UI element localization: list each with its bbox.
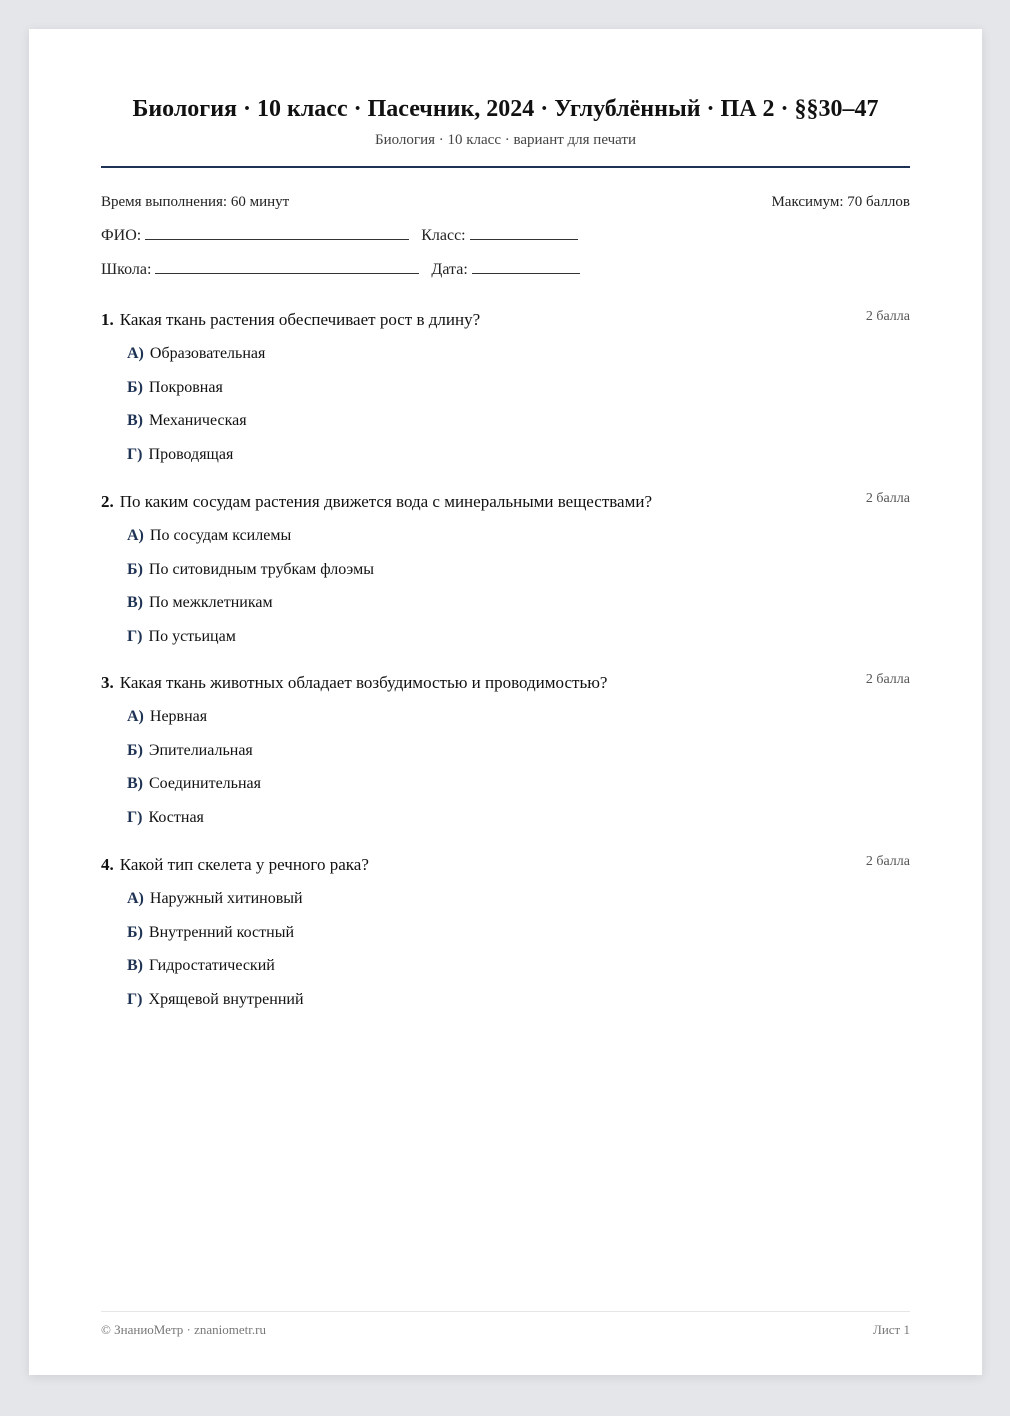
date-blank[interactable] <box>472 259 580 274</box>
question-points: 2 балла <box>865 309 910 324</box>
answer-option[interactable] <box>127 774 910 794</box>
option-text: Нервная <box>149 708 208 725</box>
answer-option[interactable] <box>127 526 910 546</box>
question-4 <box>101 854 910 1023</box>
question-line <box>101 491 910 513</box>
answer-option[interactable] <box>127 923 910 943</box>
option-letter: В) <box>127 957 143 974</box>
document-header <box>101 93 910 149</box>
question-points: 2 балла <box>865 672 910 687</box>
school-label: Школа: <box>101 261 152 278</box>
answer-option[interactable] <box>127 411 910 431</box>
answer-option[interactable] <box>127 627 910 647</box>
answer-option[interactable] <box>127 808 910 828</box>
option-text: Хрящевой внутренний <box>148 990 304 1008</box>
option-letter: Б) <box>127 560 143 578</box>
option-text: Механическая <box>149 412 247 429</box>
question-text: Какой тип скелета у речного рака? <box>119 855 369 874</box>
name-blank[interactable] <box>145 225 409 240</box>
option-letter: Б) <box>127 378 143 396</box>
question-2 <box>101 491 910 660</box>
option-text: По межклетникам <box>149 594 273 611</box>
question-number: 3. <box>101 673 114 692</box>
option-letter: Г) <box>127 990 143 1008</box>
option-text: Костная <box>148 808 204 826</box>
question-points: 2 балла <box>865 854 910 869</box>
answer-option[interactable] <box>127 560 910 580</box>
option-letter: В) <box>127 594 143 611</box>
option-text: Гидростатический <box>149 957 275 974</box>
school-blank[interactable] <box>155 259 419 274</box>
question-line <box>101 672 910 694</box>
option-text: По ситовидным трубкам флоэмы <box>148 560 375 578</box>
question-line <box>101 309 910 331</box>
exam-meta <box>101 192 910 212</box>
date-label: Дата: <box>431 261 468 278</box>
option-letter: А) <box>127 345 144 362</box>
page-number: Лист 1 <box>873 1322 910 1337</box>
option-letter: А) <box>127 890 144 907</box>
option-letter: Г) <box>127 445 143 463</box>
question-number: 2. <box>101 492 114 511</box>
page-title: Биология · 10 класс · Пасечник, 2024 · Углублённый · ПА 2 · §§30–47 <box>132 96 879 122</box>
footer-divider <box>101 1311 910 1312</box>
answer-options <box>127 707 910 828</box>
option-letter: Б) <box>127 923 143 941</box>
option-text: Наружный хитиновый <box>149 890 303 907</box>
question-text: Какая ткань животных обладает возбудимостью и проводимостью? <box>119 673 608 692</box>
option-letter: В) <box>127 775 143 792</box>
class-blank[interactable] <box>470 225 578 240</box>
time-limit: Время выполнения: 60 минут <box>101 194 290 210</box>
answer-option[interactable] <box>127 378 910 398</box>
student-fields-row-2 <box>101 259 580 280</box>
question-number: 4. <box>101 855 114 874</box>
answer-option[interactable] <box>127 741 910 761</box>
option-text: Внутренний костный <box>148 923 295 941</box>
answer-option[interactable] <box>127 956 910 976</box>
option-text: Покровная <box>148 378 223 396</box>
option-letter: А) <box>127 708 144 725</box>
class-label: Класс: <box>421 227 466 244</box>
option-text: Образовательная <box>149 345 266 362</box>
question-points: 2 балла <box>865 491 910 506</box>
answer-options <box>127 526 910 647</box>
answer-option[interactable] <box>127 445 910 465</box>
answer-options <box>127 344 910 465</box>
question-3 <box>101 672 910 841</box>
answer-option[interactable] <box>127 889 910 909</box>
option-letter: Г) <box>127 808 143 826</box>
answer-options <box>127 889 910 1010</box>
student-fields-row-1 <box>101 225 578 246</box>
max-score: Максимум: 70 баллов <box>771 194 910 210</box>
question-number: 1. <box>101 310 114 329</box>
header-divider <box>101 166 910 168</box>
option-letter: А) <box>127 527 144 544</box>
document-page <box>29 29 982 1375</box>
footer-copyright: © ЗнаниоМетр · znaniometr.ru <box>101 1322 266 1337</box>
answer-option[interactable] <box>127 344 910 364</box>
option-letter: Б) <box>127 741 143 759</box>
name-label: ФИО: <box>101 227 142 244</box>
option-text: Эпителиальная <box>148 741 253 759</box>
answer-option[interactable] <box>127 990 910 1010</box>
option-letter: В) <box>127 412 143 429</box>
answer-option[interactable] <box>127 593 910 613</box>
question-text: По каким сосудам растения движется вода с минеральными веществами? <box>119 492 653 511</box>
option-letter: Г) <box>127 627 143 645</box>
page-subtitle: Биология · 10 класс · вариант для печати <box>374 132 637 148</box>
option-text: По сосудам ксилемы <box>149 527 292 544</box>
answer-option[interactable] <box>127 707 910 727</box>
question-1 <box>101 309 910 478</box>
question-line <box>101 854 910 876</box>
page-footer <box>101 1322 910 1338</box>
option-text: Проводящая <box>148 445 234 463</box>
question-text: Какая ткань растения обеспечивает рост в длину? <box>119 310 481 329</box>
option-text: По устьицам <box>148 627 236 645</box>
option-text: Соединительная <box>149 775 261 792</box>
